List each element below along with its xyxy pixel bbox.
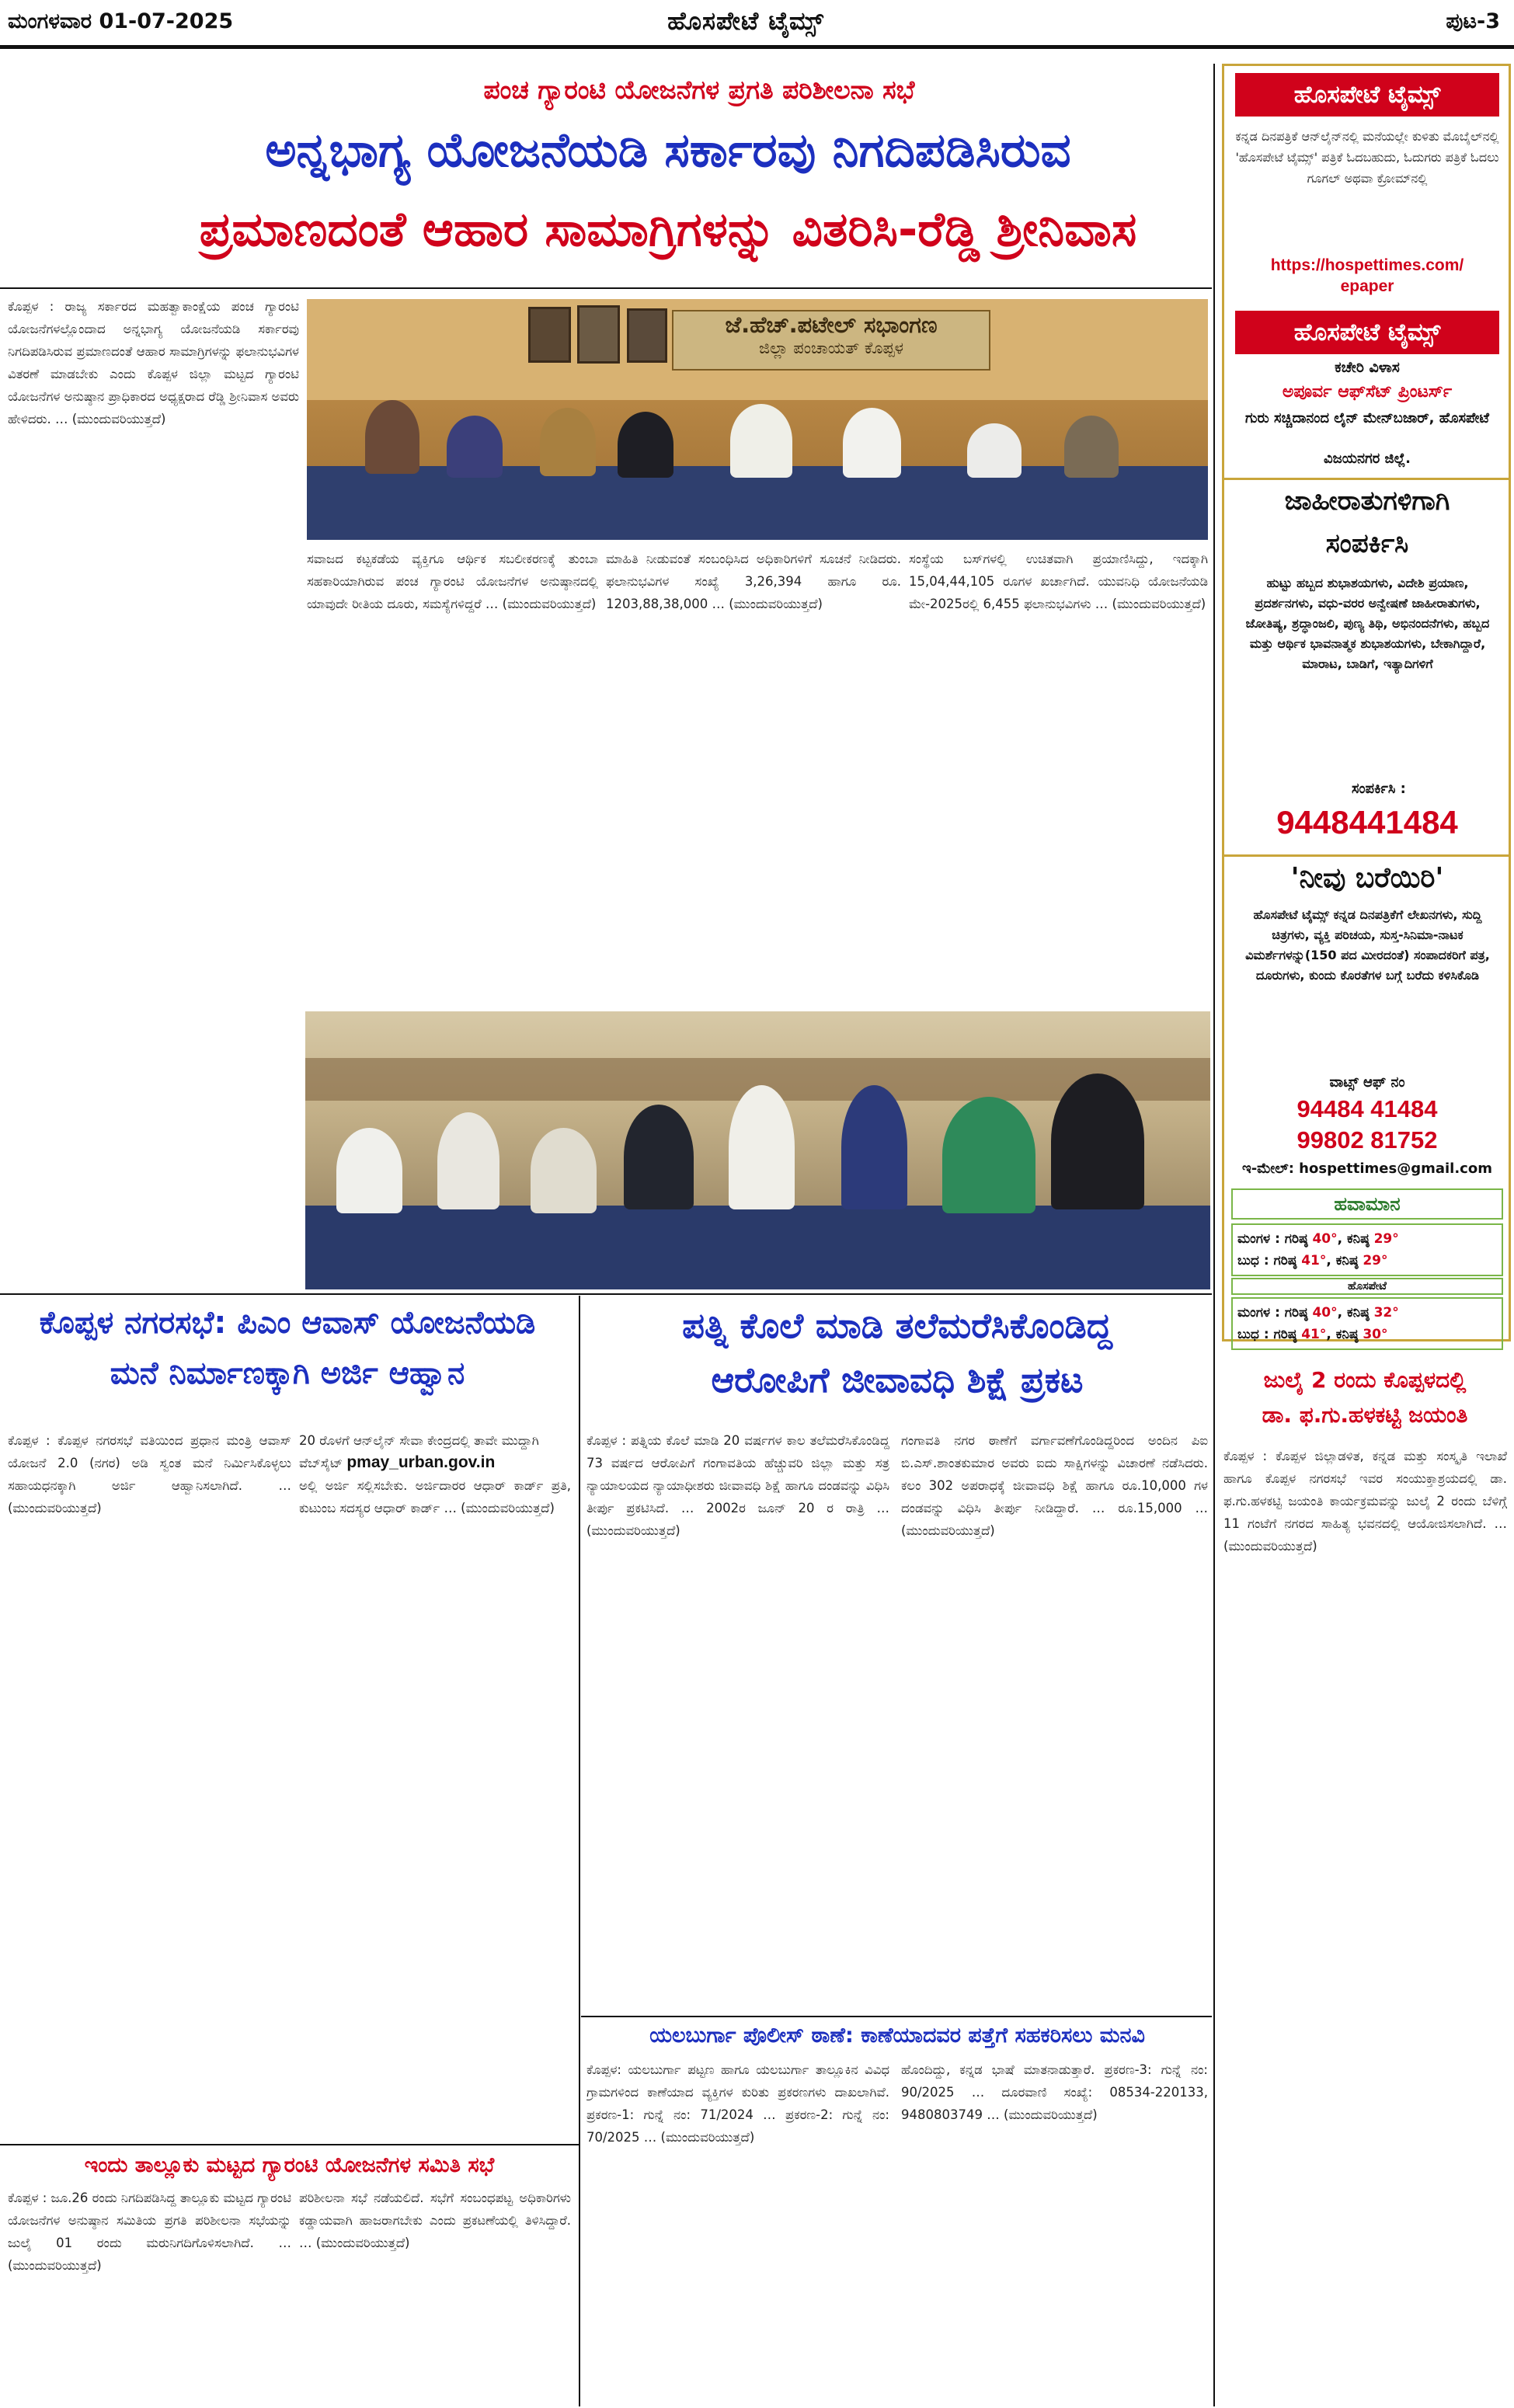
masthead: ಹೊಸಪೇಟೆ ಟೈಮ್ಸ್ xyxy=(667,6,824,36)
lead-photo-meeting xyxy=(307,299,1208,540)
story4-col1: ಕೊಪ್ಪಳ: ಯಲಬುರ್ಗಾ ಪಟ್ಟಣ ಹಾಗೂ ಯಲಬುರ್ಗಾ ತಾಲ್ಲೂಕಿನ ವಿವಿಧ ಗ್ರಾಮಗಳಿಂದ ಕಾಣೆಯಾದ ವ್ಯಕ್ತಿಗಳ ಕುರಿತು ಪ್ರಕರಣಗಳು ದಾಖಲಾಗಿವೆ. ಪ್ರಕರಣ-1: ಗುನ್ನೆ ನಂ: 71/2024 … ಪ್ರಕರಣ-2: ಗುನ್ನೆ ನಂ: 70/2025 … (ಮುಂದುವರಿಯುತ್ತದೆ) xyxy=(586,2062,889,2145)
ads-subtitle: ಸಂಪರ್ಕಿಸಿ xyxy=(1325,528,1409,559)
office-line2: ಅಪೂರ್ವ ಆಫ್‌ಸೆಟ್ ಪ್ರಿಂಟರ್ಸ್ xyxy=(1282,382,1453,402)
story2-col2 xyxy=(299,1429,571,2128)
weather-min: 32° xyxy=(1373,1305,1399,1321)
weather-min: 29° xyxy=(1363,1253,1388,1268)
person xyxy=(624,1105,694,1209)
epaper-text: ಕನ್ನಡ ದಿನಪತ್ರಿಕೆ ಆನ್‌ಲೈನ್‌ನಲ್ಲಿ ಮನೆಯಲ್ಲೇ ಕುಳಿತು ಮೊಬೈಲ್‌ನಲ್ಲಿ 'ಹೊಸಪೇಟೆ ಟೈಮ್ಸ್' ಪತ್ರಿಕೆ ಓದಬಹುದು, ಓದುಗರು ಪತ್ರಿಕೆ ಓದಲು ಗೂಗಲ್ ಅಥವಾ ಕ್ರೋಮ್‌ನಲ್ಲಿ xyxy=(1235,129,1499,186)
weather-min-label: , ಕನಿಷ್ಠ xyxy=(1326,1327,1359,1342)
weather-min-label: , ಕನಿಷ್ಠ xyxy=(1326,1253,1359,1268)
table xyxy=(305,1206,1210,1289)
office-title: ಹೊಸಪೇಟೆ ಟೈಮ್ಸ್ xyxy=(1235,311,1499,354)
person xyxy=(447,416,503,478)
lead-photo-audience xyxy=(305,1011,1210,1289)
whatsapp-number-1[interactable]: 94484 41484 xyxy=(1296,1095,1438,1122)
ads-phone[interactable]: 9448441484 xyxy=(1276,804,1458,840)
weather-day: ಮಂಗಳ xyxy=(1237,1231,1271,1247)
weather-row xyxy=(1237,1324,1497,1345)
story6-headline-line2: ಡಾ. ಫ.ಗು.ಹಳಕಟ್ಟಿ ಜಯಂತಿ xyxy=(1262,1402,1468,1428)
sidebar-rule xyxy=(1222,478,1511,480)
pmay-url[interactable]: pmay_urban.gov.in xyxy=(346,1453,496,1471)
office-line4: ವಿಜಯನಗರ ಜಿಲ್ಲೆ. xyxy=(1324,451,1411,467)
lead-kicker: ಪಂಚ ಗ್ಯಾರಂಟಿ ಯೋಜನೆಗಳ ಪ್ರಗತಿ ಪರಿಶೀಲನಾ ಸಭೆ xyxy=(483,75,915,105)
lead-rule xyxy=(0,287,1212,289)
lead-bottom-rule xyxy=(0,1293,1212,1295)
story5-col2: ಪರಿಶೀಲನಾ ಸಭೆ ನಡೆಯಲಿದೆ. ಸಭೆಗೆ ಸಂಬಂಧಪಟ್ಟ ಅಧಿಕಾರಿಗಳು ಕಡ್ಡಾಯವಾಗಿ ಹಾಜರಾಗಬೇಕು ಎಂದು ಪ್ರಕಟಣೆಯಲ್ಲಿ ತಿಳಿಸಿದ್ದಾರೆ. … (ಮುಂದುವರಿಯುತ್ತದೆ) xyxy=(299,2191,571,2250)
weather-day: ಬುಧ xyxy=(1237,1327,1259,1342)
weather-max-label: : ಗರಿಷ್ಠ xyxy=(1263,1253,1297,1268)
story3-col1: ಕೊಪ್ಪಳ : ಪತ್ನಿಯ ಕೊಲೆ ಮಾಡಿ 20 ವರ್ಷಗಳ ಕಾಲ ತಲೆಮರೆಸಿಕೊಂಡಿದ್ದ 73 ವರ್ಷದ ಆರೋಪಿಗೆ ಗಂಗಾವತಿಯ ಹೆಚ್ಚುವರಿ ಜಿಲ್ಲಾ ಮತ್ತು ಸತ್ರ ನ್ಯಾಯಾಲಯದ ನ್ಯಾಯಾಧೀಶರು ಜೀವಾವಧಿ ಶಿಕ್ಷೆ ಹಾಗೂ ದಂಡವನ್ನು ವಿಧಿಸಿ ತೀರ್ಪು ಪ್ರಕಟಿಸಿದೆ. … 2002ರ ಜೂನ್ 20 ರ ರಾತ್ರಿ … (ಮುಂದುವರಿಯುತ್ತದೆ) xyxy=(586,1433,889,1538)
write-text: ಹೊಸಪೇಟೆ ಟೈಮ್ಸ್ ಕನ್ನಡ ದಿನಪತ್ರಿಕೆಗೆ ಲೇಖನಗಳು, ಸುದ್ದಿ ಚಿತ್ರಗಳು, ವ್ಯಕ್ತಿ ಪರಿಚಯ, ಸುಸ್ತ-ಸಿನಿಮಾ-ನಾಟಕ ವಿಮರ್ಶೆಗಳನ್ನು(150 ಪದ ಮೀರದಂತೆ) ಸಂಪಾದಕರಿಗೆ ಪತ್ರ, ದೂರುಗಳು, ಕುಂದು ಕೊರತೆಗಳ ಬಗ್ಗೆ ಬರೆದು ಕಳಿಸಿಕೊಡಿ xyxy=(1245,907,1490,983)
story4-headline: ಯಲಬುರ್ಗಾ ಪೊಲೀಸ್ ಠಾಣೆ: ಕಾಣೆಯಾದವರ ಪತ್ತೆಗೆ ಸಹಕರಿಸಲು ಮನವಿ xyxy=(649,2023,1145,2048)
header-date: ಮಂಗಳವಾರ 01-07-2025 xyxy=(8,9,234,33)
column-divider xyxy=(579,1296,580,2406)
ads-text: ಹುಟ್ಟು ಹಬ್ಬದ ಶುಭಾಶಯಗಳು, ವಿದೇಶಿ ಪ್ರಯಾಣ, ಪ್ರದರ್ಶನಗಳು, ವಧು-ವರರ ಅನ್ವೇಷಣೆ ಜಾಹೀರಾತುಗಳು, ಜೋತಿಷ್ಯ, ಶ್ರದ್ಧಾಂಜಲಿ, ಪುಣ್ಯ ತಿಥಿ, ಅಭಿನಂದನೆಗಳು, ಹಬ್ಬದ ಮತ್ತು ಆರ್ಥಿಕ ಭಾವನಾತ್ಮಕ ಶುಭಾಶಯಗಳು, ಬೇಕಾಗಿದ್ದಾರೆ, ಮಾರಾಟ, ಬಾಡಿಗೆ, ಇತ್ಯಾದಿಗಳಿಗೆ xyxy=(1245,576,1490,671)
story3-headline-line1: ಪತ್ನಿ ಕೊಲೆ ಮಾಡಿ ತಲೆಮರೆಸಿಕೊಂಡಿದ್ದ xyxy=(682,1305,1112,1346)
weather-table-2 xyxy=(1231,1297,1503,1350)
page-number: ಪುಟ-3 xyxy=(1446,9,1500,33)
person xyxy=(730,404,792,478)
lead-col3: ಮಾಹಿತಿ ನೀಡುವಂತೆ ಸಂಬಂಧಿಸಿದ ಅಧಿಕಾರಿಗಳಿಗೆ ಸೂಚನೆ ನೀಡಿದರು. ಫಲಾನುಭವಿಗಳ ಸಂಖ್ಯೆ 3,26,394 ಹಾಗೂ ರೂ. 1203,88,38,000 … (ಮುಂದುವರಿಯುತ್ತದೆ) xyxy=(606,552,901,611)
weather-day: ಮಂಗಳ xyxy=(1237,1305,1271,1321)
weather-max-label: : ಗರಿಷ್ಠ xyxy=(1263,1327,1297,1342)
portrait-frame xyxy=(577,305,620,364)
epaper-url[interactable]: https://hospettimes.com/ xyxy=(1270,256,1464,274)
person xyxy=(365,400,419,474)
whatsapp-label: ವಾಟ್ಸ್ ಆಫ್ ನಂ xyxy=(1329,1074,1405,1091)
hall-sign xyxy=(672,310,990,371)
person xyxy=(336,1128,402,1213)
epaper-title: ಹೊಸಪೇಟೆ ಟೈಮ್ಸ್ xyxy=(1235,73,1499,117)
story2-bottom-rule xyxy=(0,2144,579,2145)
weather-max: 41° xyxy=(1301,1327,1327,1342)
person xyxy=(967,423,1022,478)
weather-day: ಬುಧ xyxy=(1237,1253,1259,1268)
story2-col1: ಕೊಪ್ಪಳ : ಕೊಪ್ಪಳ ನಗರಸಭೆ ವತಿಯಿಂದ ಪ್ರಧಾನ ಮಂತ್ರಿ ಆವಾಸ್ ಯೋಜನೆ 2.0 (ನಗರ) ಅಡಿ ಸ್ವಂತ ಮನೆ ನಿರ್ಮಿಸಿಕೊಳ್ಳಲು ಸಹಾಯಧನಕ್ಕಾಗಿ ಅರ್ಜಿ ಆಹ್ವಾನಿಸಲಾಗಿದೆ. … (ಮುಂದುವರಿಯುತ್ತದೆ) xyxy=(8,1433,291,1515)
story2-headline-line1: ಕೊಪ್ಪಳ ನಗರಸಭೆ: ಪಿಎಂ ಆವಾಸ್ ಯೋಜನೆಯಡಿ xyxy=(39,1305,536,1341)
story5-col1: ಕೊಪ್ಪಳ : ಜೂ.26 ರಂದು ನಿಗದಿಪಡಿಸಿದ್ದ ತಾಲ್ಲೂಕು ಮಟ್ಟದ ಗ್ಯಾರಂಟಿ ಯೋಜನೆಗಳ ಅನುಷ್ಠಾನ ಸಮಿತಿಯ ಪ್ರಗತಿ ಪರಿಶೀಲನಾ ಸಭೆಯನ್ನು ಜುಲೈ 01 ರಂದು ಮರುನಿಗದಿಗೊಳಿಸಲಾಗಿದೆ. … (ಮುಂದುವರಿಯುತ್ತದೆ) xyxy=(8,2191,291,2273)
hall-sign-line1: ಜೆ.ಹೆಚ್.ಪಟೇಲ್ ಸಭಾಂಗಣ xyxy=(725,311,938,338)
story4-col2: ಹೊಂದಿದ್ದು, ಕನ್ನಡ ಭಾಷೆ ಮಾತನಾಡುತ್ತಾರೆ. ಪ್ರಕರಣ-3: ಗುನ್ನೆ ನಂ: 90/2025 … ದೂರವಾಣಿ ಸಂಖ್ಯೆ: 08534-220133, 9480803749 … (ಮುಂದುವರಿಯುತ್ತದೆ) xyxy=(901,2062,1208,2122)
person xyxy=(843,408,901,478)
weather-table-1 xyxy=(1231,1223,1503,1276)
header-rule xyxy=(0,45,1514,49)
office-line3: ಗುರು ಸಚ್ಚಿದಾನಂದ ಲೈನ್ ಮೇನ್‌ಬಜಾರ್, ಹೊಸಪೇಟೆ xyxy=(1245,410,1489,426)
story2-col2-text-a: 20 ರೊಳಗೆ ಆನ್‌ಲೈನ್ ಸೇವಾ ಕೇಂದ್ರದಲ್ಲಿ ತಾವೇ ಮುದ್ದಾಗಿ ವೆಬ್‌ಸೈಟ್ xyxy=(299,1433,539,1470)
weather-min-label: , ಕನಿಷ್ಠ xyxy=(1337,1305,1370,1321)
lead-col4: ಸಂಸ್ಥೆಯ ಬಸ್‌ಗಳಲ್ಲಿ ಉಚಿತವಾಗಿ ಪ್ರಯಾಣಿಸಿದ್ದು, ಇದಕ್ಕಾಗಿ 15,04,44,105 ರೂಗಳ ಖರ್ಚಾಗಿದೆ. ಯುವನಿಧಿ ಯೋಜನೆಯಡಿ ಮೇ-2025ರಲ್ಲಿ 6,455 ಫಲಾನುಭವಿಗಳು … (ಮುಂದುವರಿಯುತ್ತದೆ) xyxy=(909,552,1208,611)
weather-max-label: : ಗರಿಷ್ಠ xyxy=(1275,1231,1308,1247)
lead-col2: ಸವಾಜದ ಕಟ್ಟಕಡೆಯ ವ್ಯಕ್ತಿಗೂ ಆರ್ಥಿಕ ಸಬಲೀಕರಣಕ್ಕೆ ತುಂಬಾ ಸಹಕಾರಿಯಾಗಿರುವ ಪಂಚ ಗ್ಯಾರಂಟಿ ಯೋಜನೆಗಳ ಅನುಷ್ಠಾನದಲ್ಲಿ ಯಾವುದೇ ರೀತಿಯ ದೂರು, ಸಮಸ್ಯೆಗಳಿದ್ದರೆ … (ಮುಂದುವರಿಯುತ್ತದೆ) xyxy=(307,552,598,611)
story3-bottom-rule xyxy=(581,2016,1212,2017)
office-line1: ಕಚೇರಿ ವಿಳಾಸ xyxy=(1335,359,1400,376)
story6-body: ಕೊಪ್ಪಳ : ಕೊಪ್ಪಳ ಜಿಲ್ಲಾಡಳಿತ, ಕನ್ನಡ ಮತ್ತು ಸಂಸ್ಕೃತಿ ಇಲಾಖೆ ಹಾಗೂ ಕೊಪ್ಪಳ ನಗರಸಭೆ ಇವರ ಸಂಯುಕ್ತಾಶ್ರಯದಲ್ಲಿ ಡಾ. ಫ.ಗು.ಹಳಕಟ್ಟಿ ಜಯಂತಿ ಕಾರ್ಯಕ್ರಮವನ್ನು ಜುಲೈ 2 ರಂದು ಬೆಳಿಗ್ಗೆ 11 ಗಂಟೆಗೆ ನಗರದ ಸಾಹಿತ್ಯ ಭವನದಲ್ಲಿ ಆಯೋಜಿಸಲಾಗಿದೆ. … (ಮುಂದುವರಿಯುತ್ತದೆ) xyxy=(1223,1449,1507,1554)
whatsapp-number-2[interactable]: 99802 81752 xyxy=(1296,1126,1438,1154)
weather-row xyxy=(1237,1250,1497,1272)
person xyxy=(1064,416,1119,478)
lead-headline-line1: ಅನ್ನಭಾಗ್ಯ ಯೋಜನೆಯಡಿ ಸರ್ಕಾರವು ನಿಗದಿಪಡಿಸಿರುವ xyxy=(265,123,1071,178)
story3-headline-line2: ಆರೋಪಿಗೆ ಜೀವಾವಧಿ ಶಿಕ್ಷೆ ಪ್ರಕಟ xyxy=(711,1359,1084,1401)
story3-col2: ಗಂಗಾವತಿ ನಗರ ಠಾಣೆಗೆ ವರ್ಗಾವಣೆಗೊಂಡಿದ್ದರಿಂದ ಅಂದಿನ ಪಿಐ ಬಿ.ಎಸ್.ಶಾಂತಕುಮಾರ ಅವರು ಐದು ಸಾಕ್ಷಿಗಳನ್ನು ವಿಚಾರಣೆ ನಡೆಸಿದರು. ಕಲಂ 302 ಅಪರಾಧಕ್ಕೆ ಜೀವಾವಧಿ ಶಿಕ್ಷೆ ಹಾಗೂ ರೂ.10,000 ಗಳ ದಂಡವನ್ನು ವಿಧಿಸಿ ತೀರ್ಪು ನೀಡಿದ್ದಾರೆ. … ರೂ.15,000 … (ಮುಂದುವರಿಯುತ್ತದೆ) xyxy=(901,1433,1208,1538)
weather-max-label: : ಗರಿಷ್ಠ xyxy=(1275,1305,1308,1321)
write-title: 'ನೀವು ಬರೆಯಿರಿ' xyxy=(1290,862,1444,894)
weather-min: 29° xyxy=(1373,1231,1399,1247)
ads-contact-label: ಸಂಪರ್ಕಿಸಿ : xyxy=(1352,781,1406,797)
person xyxy=(729,1085,795,1209)
epaper-url-path[interactable]: epaper xyxy=(1340,277,1394,295)
person xyxy=(531,1128,597,1213)
hall-sign-line2: ಜಿಲ್ಲಾ ಪಂಚಾಯತ್ ಕೊಪ್ಪಳ xyxy=(758,339,904,357)
person xyxy=(942,1097,1035,1213)
person xyxy=(618,412,673,478)
person xyxy=(841,1085,907,1209)
ads-title: ಜಾಹೀರಾತುಗಳಿಗಾಗಿ xyxy=(1284,485,1450,517)
weather-title: ಹವಾಮಾನ xyxy=(1231,1188,1503,1220)
lead-col1-top: ಕೊಪ್ಪಳ : ರಾಜ್ಯ ಸರ್ಕಾರದ ಮಹತ್ವಾಕಾಂಕ್ಷೆಯ ಪಂಚ ಗ್ಯಾರಂಟಿ ಯೋಜನೆಗಳಲ್ಲೊಂದಾದ ಅನ್ನಭಾಗ್ಯ ಯೋಜನೆಯಡಿ ಸರ್ಕಾರವು ನಿಗದಿಪಡಿಸಿರುವ ಪ್ರಮಾಣದಂತೆ ಆಹಾರ ಸಾಮಾಗ್ರಿಗಳನ್ನು ಫಲಾನುಭವಿಗಳ ವಿತರಣೆ ಮಾಡಬೇಕು ಎಂದು ಕೊಪ್ಪಳ ಜಿಲ್ಲಾ ಮಟ್ಟದ ಗ್ಯಾರಂಟಿ ಯೋಜನೆಗಳ ಅನುಷ್ಠಾನ ಪ್ರಾಧಿಕಾರದ ಅಧ್ಯಕ್ಷರಾದ ರೆಡ್ಡಿ ಶ್ರೀನಿವಾಸ ಅವರು ಹೇಳಿದರು. … (ಮುಂದುವರಿಯುತ್ತದೆ) xyxy=(8,299,299,426)
sidebar-rule xyxy=(1222,854,1511,857)
story5-headline: ಇಂದು ತಾಲ್ಲೂಕು ಮಟ್ಟದ ಗ್ಯಾರಂಟಿ ಯೋಜನೆಗಳ ಸಮಿತಿ ಸಭೆ xyxy=(84,2153,495,2177)
portrait-frame xyxy=(627,308,667,363)
person xyxy=(437,1112,499,1209)
portrait-frame xyxy=(528,307,571,363)
story2-col2-text-b: ಅಲ್ಲಿ ಅರ್ಜಿ ಸಲ್ಲಿಸಬೇಕು. ಅರ್ಜಿದಾರರ ಆಧಾರ್ ಕಾರ್ಡ್ ಪ್ರತಿ, ಕುಟುಂಬ ಸದಸ್ಯರ ಆಧಾರ್ ಕಾರ್ಡ್ … (ಮುಂದುವರಿಯುತ್ತದೆ) xyxy=(299,1478,571,1515)
person xyxy=(1051,1074,1144,1209)
weather-min-label: , ಕನಿಷ್ಠ xyxy=(1337,1231,1370,1247)
weather-row xyxy=(1237,1302,1497,1324)
weather-city: ಹೊಸಪೇಟೆ xyxy=(1231,1278,1503,1295)
weather-min: 30° xyxy=(1363,1327,1388,1342)
weather-max: 41° xyxy=(1301,1253,1327,1268)
weather-row xyxy=(1237,1228,1497,1250)
weather-max: 40° xyxy=(1312,1305,1338,1321)
lead-headline-line2: ಪ್ರಮಾಣದಂತೆ ಆಹಾರ ಸಾಮಾಗ್ರಿಗಳನ್ನು ವಿತರಿಸಿ-ರೆಡ್ಡಿ ಶ್ರೀನಿವಾಸ xyxy=(199,202,1137,257)
story2-headline-line2: ಮನೆ ನಿರ್ಮಾಣಕ್ಕಾಗಿ ಅರ್ಜಿ ಆಹ್ವಾನ xyxy=(110,1355,465,1391)
weather-max: 40° xyxy=(1312,1231,1338,1247)
sidebar-divider xyxy=(1213,64,1215,2406)
contact-email[interactable]: ಇ-ಮೇಲ್: hospettimes@gmail.com xyxy=(1242,1161,1492,1177)
story6-headline-line1: ಜುಲೈ 2 ರಂದು ಕೊಪ್ಪಳದಲ್ಲಿ xyxy=(1263,1367,1467,1393)
person xyxy=(540,408,596,476)
